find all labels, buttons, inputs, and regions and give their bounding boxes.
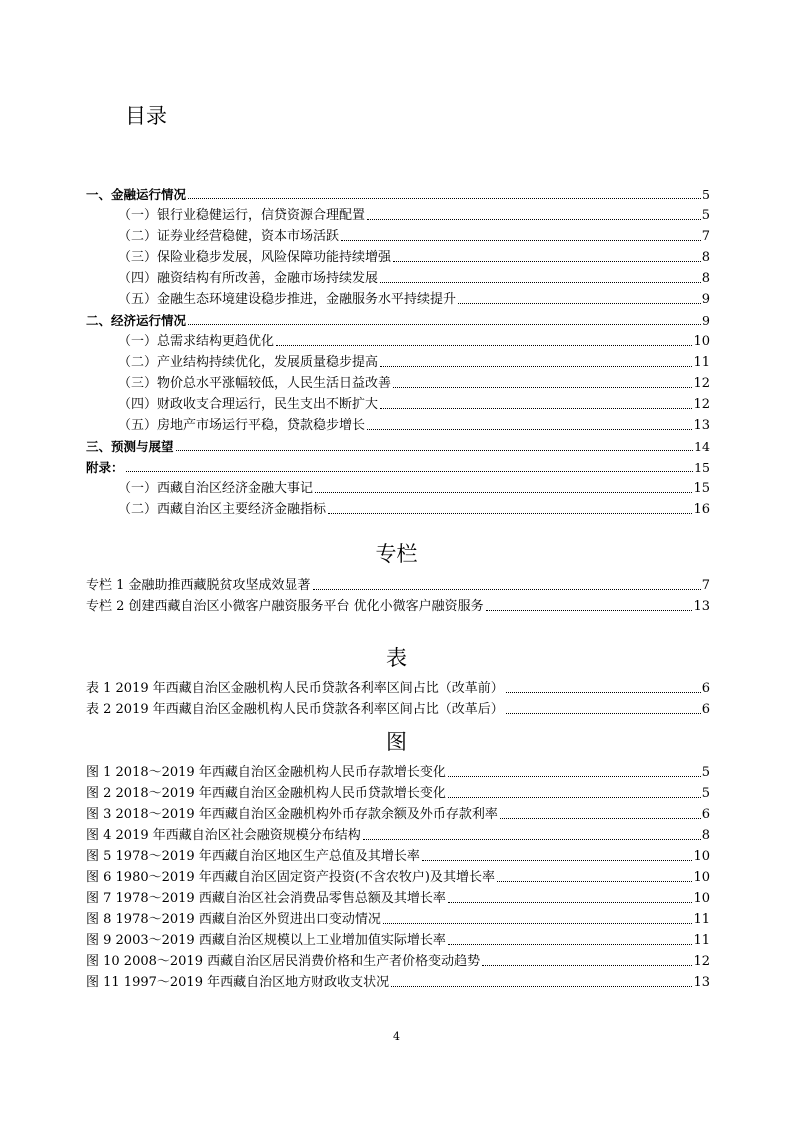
figure-entry-label: 图 9 2003～2019 西藏自治区规模以上工业增加值实际增长率 [86,933,446,948]
columns-list [86,573,710,615]
page-number: 4 [393,1030,400,1043]
figure-entry-page: 13 [693,975,710,990]
toc-entry[interactable] [86,266,710,287]
toc-entry-page: 15 [694,460,710,475]
dot-leader [380,282,701,283]
figure-entry-label: 图 2 2018～2019 年西藏自治区金融机构人民币贷款增长变化 [86,786,446,801]
figure-entry[interactable] [86,802,710,823]
toc-list [86,182,710,518]
toc-entry-label: （一）西藏自治区经济金融大事记 [118,481,314,496]
dot-leader [363,839,701,840]
toc-entry-page: 12 [693,397,710,412]
dot-leader [448,902,693,903]
dot-leader [328,513,692,514]
toc-entry[interactable] [86,392,710,413]
figure-entry[interactable] [86,781,710,802]
toc-entry-label: 一、金融运行情况 [86,187,187,202]
toc-entry[interactable] [86,203,710,224]
toc-entry-page: 12 [693,376,710,391]
column-entry[interactable] [86,573,710,594]
tables-heading: 表 [386,646,407,670]
toc-title: 目录 [125,104,167,128]
toc-entry-page: 5 [701,208,710,223]
dot-leader [367,429,692,430]
figure-entry-label: 图 1 2018～2019 年西藏自治区金融机构人民币存款增长变化 [86,765,446,780]
figure-entry-page: 10 [693,849,710,864]
toc-entry[interactable] [86,245,710,266]
figure-entry-label: 图 5 1978～2019 年西藏自治区地区生产总值及其增长率 [86,849,420,864]
figure-entry-page: 5 [701,765,710,780]
toc-entry-label: （四）融资结构有所改善，金融市场持续发展 [118,271,379,286]
dot-leader [458,303,701,304]
toc-entry-page: 16 [693,502,710,517]
dot-leader [341,240,701,241]
dot-leader [188,324,701,325]
dot-leader [393,387,692,388]
toc-entry[interactable] [86,497,710,518]
dot-leader [380,366,692,367]
toc-entry-label: 二、经济运行情况 [86,313,187,328]
toc-entry[interactable] [86,455,710,476]
dot-leader [506,692,701,693]
toc-entry[interactable] [86,413,710,434]
toc-entry-page: 5 [702,187,710,202]
toc-entry-page: 9 [701,292,710,307]
toc-entry[interactable] [86,434,710,455]
table-entry-label: 表 2 2019 年西藏自治区金融机构人民币贷款各利率区间占比（改革后） [86,702,504,717]
dot-leader [482,965,692,966]
figures-list [86,760,710,991]
dot-leader [315,492,692,493]
toc-entry[interactable] [86,224,710,245]
toc-entry-label: （五）房地产市场运行平稳，贷款稳步增长 [118,418,366,433]
column-entry-label: 专栏 1 金融助推西藏脱贫攻坚成效显著 [86,578,311,593]
toc-entry-page: 8 [701,271,710,286]
figure-entry[interactable] [86,970,710,991]
toc-entry-page: 8 [701,250,710,265]
toc-entry[interactable] [86,182,710,203]
figure-entry-page: 11 [693,912,710,927]
toc-entry[interactable] [86,308,710,329]
toc-entry-page: 7 [701,229,710,244]
figure-entry-page: 5 [701,786,710,801]
toc-entry-page: 11 [693,355,710,370]
toc-entry-label: （二）西藏自治区主要经济金融指标 [118,502,327,517]
toc-entry-label: （二）证券业经营稳健，资本市场活跃 [118,229,340,244]
dot-leader [422,860,693,861]
toc-entry-page: 10 [693,334,710,349]
figure-entry-label: 图 8 1978～2019 西藏自治区外贸进出口变动情况 [86,912,381,927]
toc-entry[interactable] [86,350,710,371]
toc-entry-label: （四）财政收支合理运行，民生支出不断扩大 [118,397,379,412]
tables-list [86,676,710,718]
figure-entry-page: 10 [693,891,710,906]
column-entry-page: 7 [701,578,710,593]
dot-leader [276,345,692,346]
dot-leader [448,776,701,777]
dot-leader [448,944,693,945]
figure-entry-page: 6 [701,807,710,822]
table-entry-label: 表 1 2019 年西藏自治区金融机构人民币贷款各利率区间占比（改革前） [86,681,504,696]
figure-entry[interactable] [86,844,710,865]
figure-entry-label: 图 6 1980～2019 年西藏自治区固定资产投资(不含农牧户)及其增长率 [86,870,495,885]
figure-entry-label: 图 11 1997～2019 年西藏自治区地方财政收支状况 [86,975,390,990]
dot-leader [367,219,701,220]
columns-heading: 专栏 [375,542,418,566]
toc-entry[interactable] [86,329,710,350]
toc-entry-page: 14 [694,439,710,454]
figures-heading: 图 [386,730,407,754]
toc-entry[interactable] [86,371,710,392]
figure-entry-label: 图 4 2019 年西藏自治区社会融资规模分布结构 [86,828,361,843]
toc-entry-label: 附录： [86,460,124,475]
table-entry[interactable] [86,676,710,697]
toc-entry-page: 13 [693,418,710,433]
table-entry-page: 6 [701,702,710,717]
dot-leader [506,713,701,714]
toc-entry-page: 9 [702,313,710,328]
toc-entry-page: 15 [693,481,710,496]
toc-entry-label: （三）保险业稳步发展，风险保障功能持续增强 [118,250,392,265]
column-entry-label: 专栏 2 创建西藏自治区小微客户融资服务平台 优化小微客户融资服务 [86,599,484,614]
toc-entry[interactable] [86,287,710,308]
figure-entry-page: 10 [693,870,710,885]
figure-entry[interactable] [86,865,710,886]
figure-entry[interactable] [86,907,710,928]
dot-leader [380,408,692,409]
figure-entry[interactable] [86,760,710,781]
dot-leader [448,797,701,798]
figure-entry[interactable] [86,886,710,907]
dot-leader [500,818,701,819]
dot-leader [497,881,692,882]
toc-entry-label: （三）物价总水平涨幅较低，人民生活日益改善 [118,376,392,391]
dot-leader [383,923,693,924]
toc-entry-label: （一）银行业稳健运行，信贷资源合理配置 [118,208,366,223]
figure-entry[interactable] [86,823,710,844]
figure-entry[interactable] [86,949,710,970]
column-entry[interactable] [86,594,710,615]
figure-entry-label: 图 3 2018～2019 年西藏自治区金融机构外币存款余额及外币存款利率 [86,807,498,822]
table-entry-page: 6 [701,681,710,696]
table-entry[interactable] [86,697,710,718]
toc-entry-label: （一）总需求结构更趋优化 [118,334,275,349]
figure-entry-page: 11 [693,933,710,948]
toc-entry[interactable] [86,476,710,497]
figure-entry-label: 图 7 1978～2019 西藏自治区社会消费品零售总额及其增长率 [86,891,446,906]
toc-entry-label: （二）产业结构持续优化，发展质量稳步提高 [118,355,379,370]
dot-leader [313,589,701,590]
figure-entry-label: 图 10 2008～2019 西藏自治区居民消费价格和生产者价格变动趋势 [86,954,481,969]
figure-entry[interactable] [86,928,710,949]
figure-entry-page: 8 [701,828,710,843]
dot-leader [176,450,694,451]
toc-entry-label: （五）金融生态环境建设稳步推进，金融服务水平持续提升 [118,292,457,307]
column-entry-page: 13 [693,599,710,614]
dot-leader [126,471,694,472]
dot-leader [486,610,693,611]
dot-leader [188,198,701,199]
dot-leader [393,261,701,262]
figure-entry-page: 12 [693,954,710,969]
dot-leader [391,986,692,987]
toc-entry-label: 三、预测与展望 [86,439,174,454]
